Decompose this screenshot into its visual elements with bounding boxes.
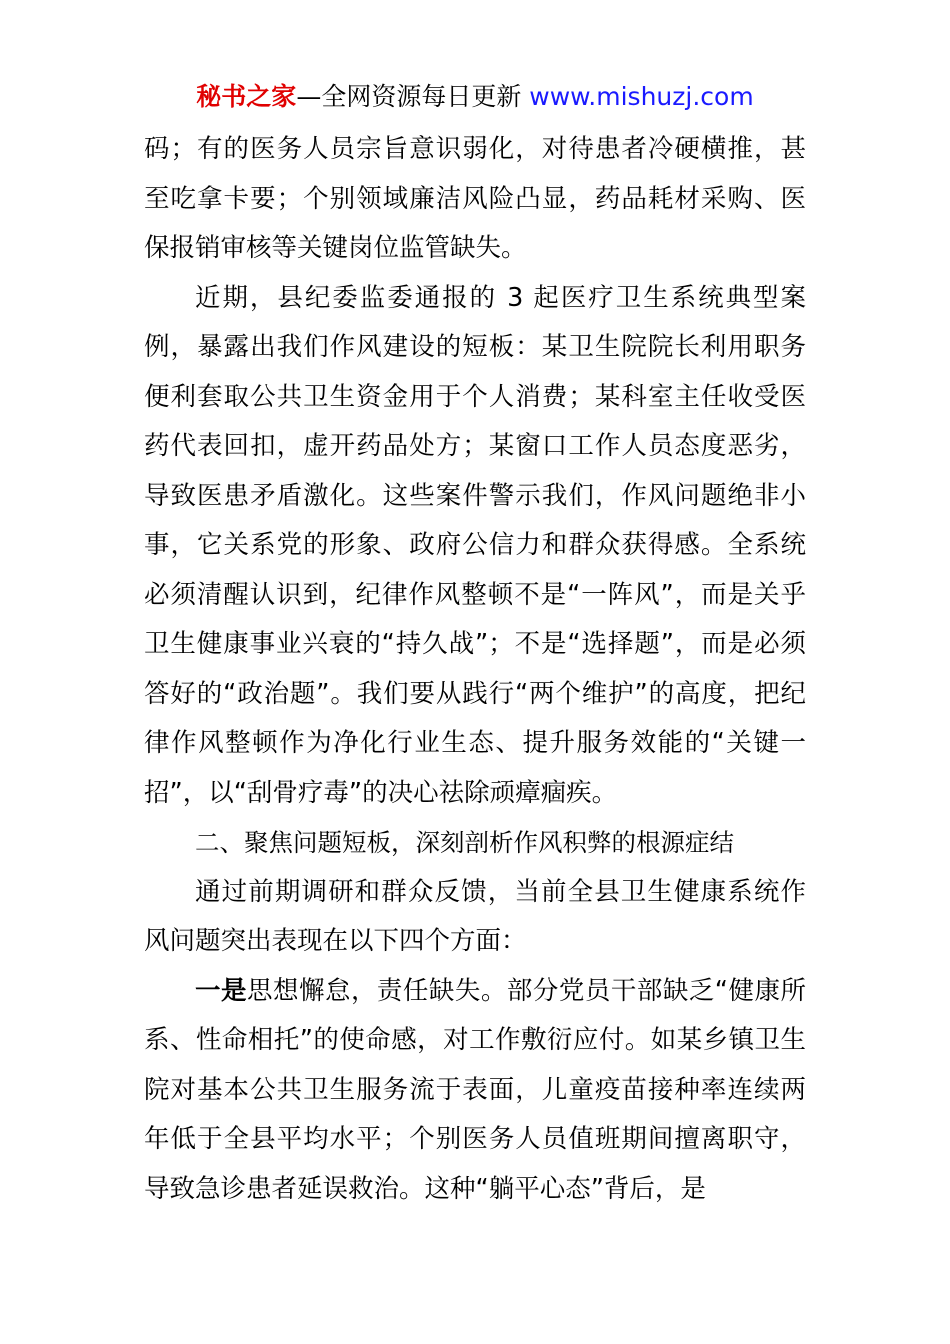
paragraph-continued: 码；有的医务人员宗旨意识弱化，对待患者冷硬横推，甚至吃拿卡要；个别领域廉洁风险凸显，药品耗材采购、医保报销审核等关键岗位监管缺失。 — [144, 134, 806, 263]
paragraph-point-one — [144, 967, 806, 1215]
document-body — [144, 125, 806, 1214]
page-header — [0, 80, 950, 114]
point-lead: 一是 — [195, 975, 247, 1006]
paragraph-case-warning: 近期，县纪委监委通报的 3 起医疗卫生系统典型案例，暴露出我们作风建设的短板：某卫生院院长利用职务便利套取公共卫生资金用于个人消费；某科室主任收受医药代表回扣，虚开药品处方；某窗口工作人员态度恶劣，导致医患矛盾激化。这些案件警示我们，作风问题绝非小事，它关系党的形象、政府公信力和群众获得感。全系统必须清醒认识到，纪律作风整顿不是“一阵风”，而是关乎卫生健康事业兴衰的“持久战”；不是“选择题”，而是必须答好的“政治题”。我们要从践行“两个维护”的高度，把纪律作风整顿作为净化行业生态、提升服务效能的“关键一招”，以“刮骨疗毒”的决心祛除顽瘴痼疾。 — [144, 282, 806, 808]
paragraph-intro: 通过前期调研和群众反馈，当前全县卫生健康系统作风问题突出表现在以下四个方面： — [144, 876, 806, 956]
header-tagline: —全网资源每日更新 — [296, 82, 530, 111]
point-text: 思想懈怠，责任缺失。部分党员干部缺乏“健康所系、性命相托”的使命感，对工作敷衍应付。如某乡镇卫生院对基本公共卫生服务流于表面，儿童疫苗接种率连续两年低于全县平均水平；个别医务人员值班期间擅离职守，导致急诊患者延误救治。这种“躺平心态”背后，是 — [144, 975, 806, 1204]
brand-name: 秘书之家 — [196, 82, 297, 111]
website-link[interactable]: www.mishuzj.com — [529, 82, 754, 111]
section-heading: 二、聚焦问题短板，深刻剖析作风积弊的根源症结 — [195, 828, 734, 857]
